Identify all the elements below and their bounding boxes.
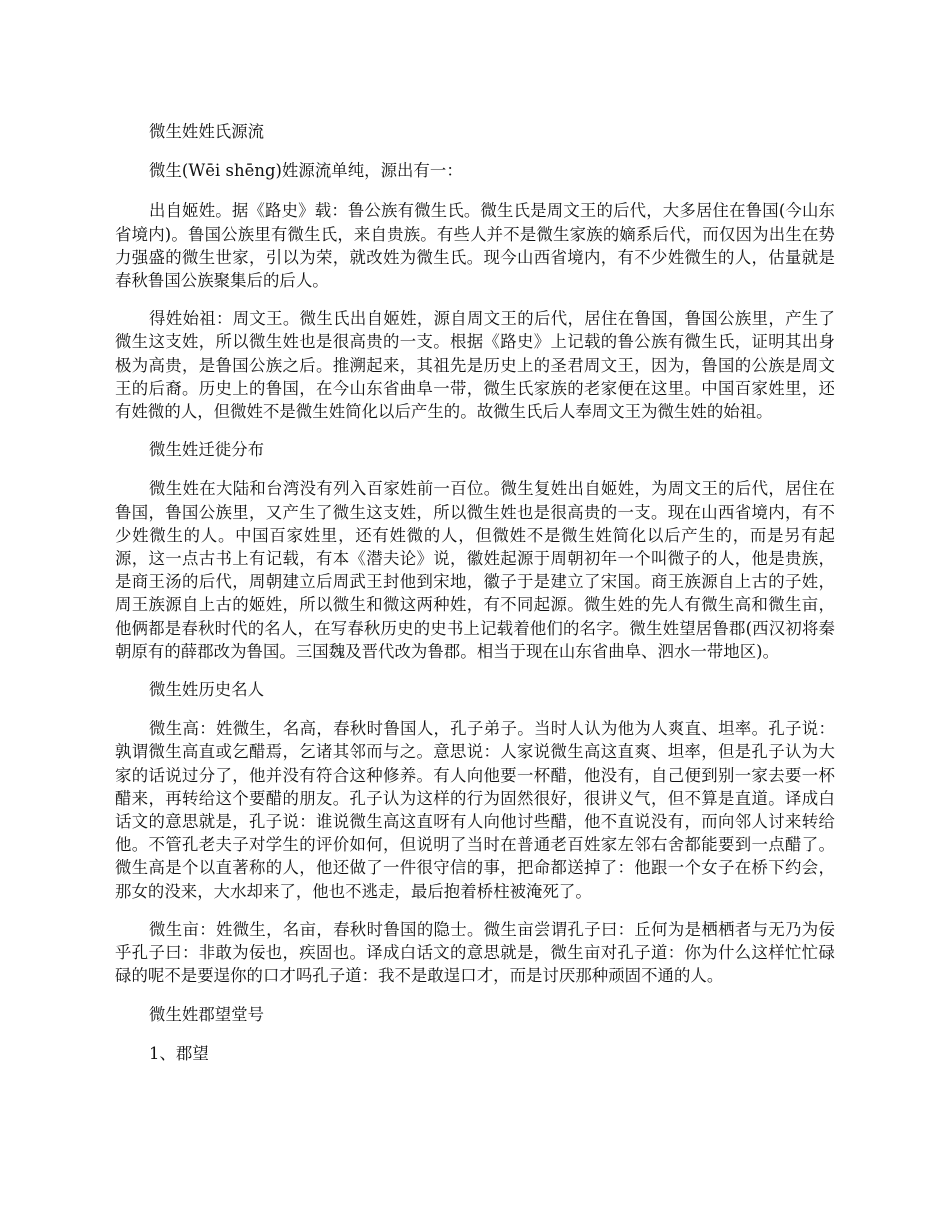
hall-list-item: 1、郡望: [149, 1043, 209, 1063]
migration-paragraph: 微生姓在大陆和台湾没有列入百家姓前一百位。微生复姓出自姬姓，为周文王的后代，居住在鲁国，鲁国公族里，又产生了微生这支姓，所以微生姓也是很高贵的一支。现在山西省境内，有不少姓微生的人。中国百家姓里，还有姓微的人，但微姓不是微生姓简化以后产生的，而是另有起源，这一点古书上有记载，有本《潜夫论》说，徽姓起源于周朝初年一个叫微子的人，他是贵族，是商王汤的后代，周朝建立后周武王封他到宋地，徽子于是建立了宋国。商王族源自上古的子姓，周王族源自上古的姬姓，所以微生和微这两种姓，有不同起源。微生姓的先人有微生高和微生亩，他俩都是春秋时代的名人，在写春秋历史的史书上记载着他们的名字。微生姓望居鲁郡(西汉初将秦朝原有的薛郡改为鲁国。三国魏及晋代改为鲁郡。相当于现在山东省曲阜、泗水一带地区)。: [115, 479, 835, 661]
weisheng-mu-paragraph: 微生亩：姓微生，名亩，春秋时鲁国的隐士。微生亩尝谓孔子曰：丘何为是栖栖者与无乃为佞乎孔子曰：非敢为佞也，疾固也。译成白话文的意思就是，微生亩对孔子道：你为什么这样忙忙碌碌的呢不是要逞你的口才吗孔子道：我不是敢逞口才，而是讨厌那种顽固不通的人。: [115, 919, 835, 986]
migration-heading: 微生姓迁徙分布: [149, 440, 265, 460]
origin-paragraph: 出自姬姓。据《路史》载：鲁公族有微生氏。微生氏是周文王的后代，大多居住在鲁国(今山东省境内)。鲁国公族里有微生氏，来自贵族。有些人并不是微生家族的嫡系后代，而仅因为出生在势力强盛的微生世家，引以为荣，就改姓为微生氏。现今山西省境内，有不少姓微生的人，估量就是春秋鲁国公族聚集后的后人。: [115, 201, 835, 291]
document-title: 微生姓姓氏源流: [149, 122, 265, 141]
famous-people-heading: 微生姓历史名人: [149, 680, 265, 700]
intro-line: 微生(Wēi shēng)姓源流单纯，源出有一：: [149, 161, 463, 181]
hall-name-heading: 微生姓郡望堂号: [149, 1004, 265, 1024]
weisheng-gao-paragraph: 微生高：姓微生，名高，春秋时鲁国人，孔子弟子。当时人认为他为人爽直、坦率。孔子说：孰谓微生高直或乞醋焉，乞诸其邻而与之。意思说：人家说微生高这直爽、坦率，但是孔子认为大家的话说过分了，他并没有符合这种修养。有人向他要一杯醋，他没有，自己便到别一家去要一杯醋来，再转给这个要醋的朋友。孔子认为这样的行为固然很好，很讲义气，但不算是直道。译成白话文的意思就是，孔子说：谁说微生高这直呀有人向他讨些醋，他不直说没有，而向邻人讨来转给他。不管孔老夫子对学生的评价如何，但说明了当时在普通老百姓家左邻右舍都能要到一点醋了。微生高是个以直著称的人，他还做了一件很守信的事，把命都送掉了：他跟一个女子在桥下约会，那女的没来，大水却来了，他也不逃走，最后抱着桥柱被淹死了。: [115, 719, 835, 901]
document-page: [115, 120, 835, 1080]
ancestor-paragraph: 得姓始祖：周文王。微生氏出自姬姓，源自周文王的后代，居住在鲁国，鲁国公族里，产生了微生这支姓，所以微生姓也是很高贵的一支。根据《路史》上记载的鲁公族有微生氏，证明其出身极为高贵，是鲁国公族之后。推溯起来，其祖先是历史上的圣君周文王，因为，鲁国的公族是周文王的后裔。历史上的鲁国，在今山东省曲阜一带，微生氏家族的老家便在这里。中国百家姓里，还有姓微的人，但微姓不是微生姓简化以后产生的。故微生氏后人奉周文王为微生姓的始祖。: [115, 309, 835, 422]
